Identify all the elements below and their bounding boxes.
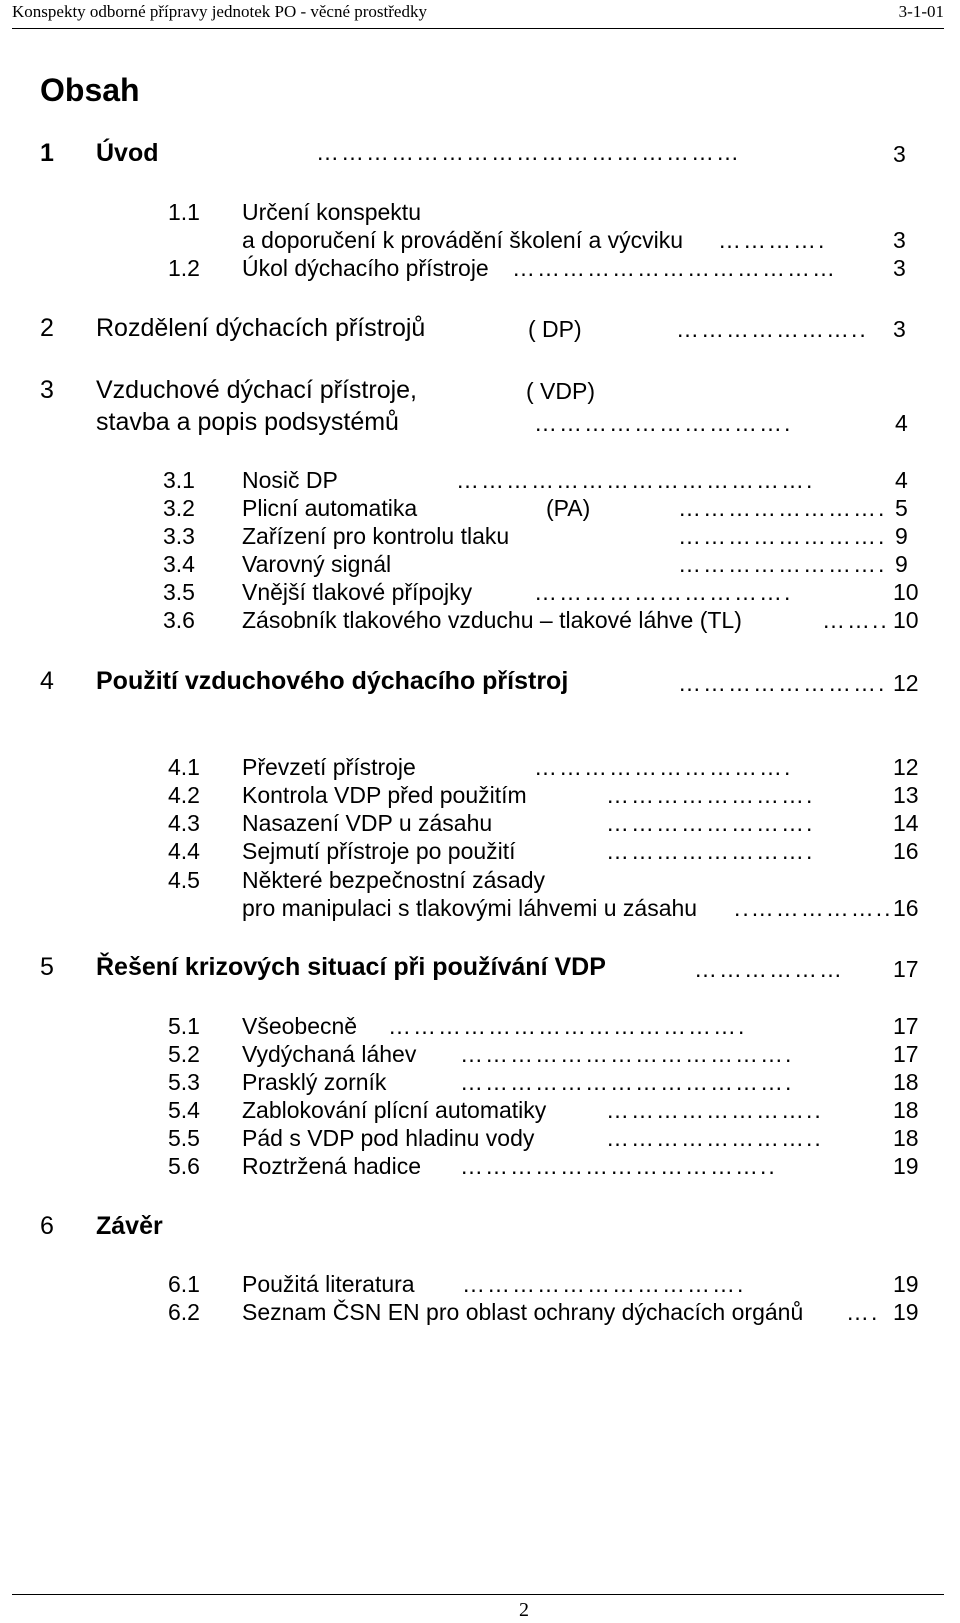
toc-s6-2-title: Seznam ČSN EN pro oblast ochrany dýchacích orgánů <box>242 1299 804 1325</box>
toc-s3-6-title: Zásobník tlakového vzduchu – tlakové láhve (TL) <box>242 607 742 633</box>
toc-s4-1-num: 4.1 <box>168 754 200 780</box>
footer-rule <box>12 1594 944 1595</box>
toc-s3-3-dots: ……………………. <box>678 523 887 549</box>
toc-s5-page: 17 <box>893 956 919 982</box>
toc-s3-1-title: Nosič DP <box>242 467 338 493</box>
toc-s5-2-page: 17 <box>893 1041 919 1067</box>
toc-s5-title: Řešení krizových situací při používání VDP <box>96 953 606 981</box>
toc-s4-num: 4 <box>40 667 54 695</box>
toc-s1-1-line2: a doporučení k provádění školení a výcviku <box>242 227 684 253</box>
toc-s3-2-page: 5 <box>895 495 908 521</box>
toc-s5-3-page: 18 <box>893 1069 919 1095</box>
toc-s5-2-dots: …………………………………. <box>460 1041 794 1067</box>
toc-s4-3-page: 14 <box>893 810 919 836</box>
toc-s5-4-page: 18 <box>893 1097 919 1123</box>
toc-s3-page: 4 <box>895 410 908 436</box>
toc-s6-2-page: 19 <box>893 1299 919 1325</box>
toc-s5-5-num: 5.5 <box>168 1125 200 1151</box>
toc-s5-3-title: Prasklý zorník <box>242 1069 387 1095</box>
toc-s5-1-page: 17 <box>893 1013 919 1039</box>
toc-s3-4-dots: ……………………. <box>678 551 887 577</box>
page-number: 2 <box>519 1599 529 1621</box>
toc-s3-6-num: 3.6 <box>163 607 195 633</box>
toc-s4-1-title: Převzetí přístroje <box>242 754 416 780</box>
toc-s1-1-page: 3 <box>893 227 906 253</box>
toc-s1-2-dots: ………………………………… <box>512 255 837 281</box>
toc-s6-1-dots: ……………………………. <box>462 1271 746 1297</box>
toc-title: Obsah <box>40 72 140 108</box>
toc-s3-num: 3 <box>40 376 54 404</box>
toc-s5-dots: ……………… <box>694 956 844 982</box>
toc-s4-2-num: 4.2 <box>168 782 200 808</box>
toc-s4-2-dots: ……………………. <box>606 782 815 808</box>
toc-s1-dots: …………………………………………… <box>316 139 741 165</box>
toc-s3-line2: stavba a popis podsystémů <box>96 408 399 436</box>
toc-s6-1-title: Použitá literatura <box>242 1271 415 1297</box>
toc-s4-1-page: 12 <box>893 754 919 780</box>
toc-s5-1-title: Všeobecně <box>242 1013 358 1039</box>
toc-s3-5-page: 10 <box>893 579 919 605</box>
toc-s6-1-num: 6.1 <box>168 1271 200 1297</box>
toc-s5-2-title: Vydýchaná láhev <box>242 1041 417 1067</box>
toc-s4-4-title: Sejmutí přístroje po použití <box>242 838 516 864</box>
toc-s3-line1: Vzduchové dýchací přístroje, <box>96 376 417 404</box>
toc-s5-4-dots: …………………….. <box>606 1097 823 1123</box>
toc-s4-5-num: 4.5 <box>168 867 200 893</box>
toc-s1-2-num: 1.2 <box>168 255 200 281</box>
toc-s3-4-num: 3.4 <box>163 551 195 577</box>
toc-s4-3-dots: ……………………. <box>606 810 815 836</box>
toc-s2-dots: ………………….. <box>676 316 868 342</box>
toc-s6-2-num: 6.2 <box>168 1299 200 1325</box>
toc-s5-5-page: 18 <box>893 1125 919 1151</box>
toc-s2-note: ( DP) <box>528 316 582 342</box>
toc-s6-1-page: 19 <box>893 1271 919 1297</box>
toc-s5-5-title: Pád s VDP pod hladinu vody <box>242 1125 535 1151</box>
toc-s2-page: 3 <box>893 316 906 342</box>
toc-s1-title: Úvod <box>96 139 159 167</box>
toc-s3-2-note: (PA) <box>546 495 591 521</box>
toc-s4-3-title: Nasazení VDP u zásahu <box>242 810 493 836</box>
toc-s1-2-title: Úkol dýchacího přístroje <box>242 255 489 281</box>
toc-s3-2-title: Plicní automatika <box>242 495 418 521</box>
toc-s3-note: ( VDP) <box>526 378 595 404</box>
toc-s3-5-title: Vnější tlakové přípojky <box>242 579 473 605</box>
toc-s5-6-title: Roztržená hadice <box>242 1153 421 1179</box>
toc-s5-1-dots: ……………………………………. <box>388 1013 747 1039</box>
toc-s4-dots: ……………………. <box>678 670 887 696</box>
toc-s4-4-page: 16 <box>893 838 919 864</box>
toc-s1-1-num: 1.1 <box>168 199 200 225</box>
toc-s5-1-num: 5.1 <box>168 1013 200 1039</box>
header-title: Konspekty odborné přípravy jednotek PO - věcné prostředky <box>12 2 427 21</box>
toc-s4-5-dots: ..…………….. <box>734 895 893 921</box>
toc-s2-title: Rozdělení dýchacích přístrojů <box>96 314 426 342</box>
toc-s3-5-dots: …………………………. <box>534 579 793 605</box>
toc-s5-num: 5 <box>40 953 54 981</box>
header-code: 3-1-01 <box>898 2 944 21</box>
toc-s3-5-num: 3.5 <box>163 579 195 605</box>
toc-s4-5-line1: Některé bezpečnostní zásady <box>242 867 546 893</box>
toc-s4-2-title: Kontrola VDP před použitím <box>242 782 527 808</box>
toc-s5-4-title: Zablokování plícní automatiky <box>242 1097 547 1123</box>
toc-s1-1-dots: …………. <box>718 227 827 253</box>
toc-s3-2-dots: ……………………. <box>678 495 887 521</box>
toc-s3-6-dots: …….. <box>822 607 889 633</box>
toc-s4-4-dots: ……………………. <box>606 838 815 864</box>
toc-s5-6-page: 19 <box>893 1153 919 1179</box>
toc-s5-5-dots: …………………….. <box>606 1125 823 1151</box>
toc-s4-5-line2: pro manipulaci s tlakovými láhvemi u zásahu <box>242 895 698 921</box>
toc-s5-4-num: 5.4 <box>168 1097 200 1123</box>
toc-s5-3-num: 5.3 <box>168 1069 200 1095</box>
page-header <box>12 0 944 29</box>
toc-s4-4-num: 4.4 <box>168 838 200 864</box>
toc-s1-num: 1 <box>40 139 54 167</box>
toc-s6-num: 6 <box>40 1212 54 1240</box>
toc-s4-title: Použití vzduchového dýchacího přístroj <box>96 667 569 695</box>
toc-s4-2-page: 13 <box>893 782 919 808</box>
toc-s4-3-num: 4.3 <box>168 810 200 836</box>
toc-s3-dots: …………………………. <box>534 410 793 436</box>
toc-s3-1-page: 4 <box>895 467 908 493</box>
toc-s1-page: 3 <box>893 141 906 167</box>
toc-s3-3-page: 9 <box>895 523 908 549</box>
toc-s3-3-title: Zařízení pro kontrolu tlaku <box>242 523 510 549</box>
toc-s3-1-num: 3.1 <box>163 467 195 493</box>
toc-s3-4-page: 9 <box>895 551 908 577</box>
toc-s3-1-dots: ……………………………………. <box>456 467 815 493</box>
toc-s3-4-title: Varovný signál <box>242 551 392 577</box>
toc-s6-2-dots: …. <box>846 1299 880 1325</box>
toc-s6-title: Závěr <box>96 1212 163 1240</box>
toc-s4-page: 12 <box>893 670 919 696</box>
toc-s3-3-num: 3.3 <box>163 523 195 549</box>
toc-s1-2-page: 3 <box>893 255 906 281</box>
toc-s3-6-page: 10 <box>893 607 919 633</box>
toc-s5-6-dots: ……………………………….. <box>460 1153 777 1179</box>
toc-s1-1-line1: Určení konspektu <box>242 199 421 225</box>
toc-s2-num: 2 <box>40 314 54 342</box>
toc-s5-3-dots: …………………………………. <box>460 1069 794 1095</box>
toc-s4-1-dots: …………………………. <box>534 754 793 780</box>
toc-s5-2-num: 5.2 <box>168 1041 200 1067</box>
toc-s3-2-num: 3.2 <box>163 495 195 521</box>
toc-s4-5-page: 16 <box>893 895 919 921</box>
toc-s5-6-num: 5.6 <box>168 1153 200 1179</box>
